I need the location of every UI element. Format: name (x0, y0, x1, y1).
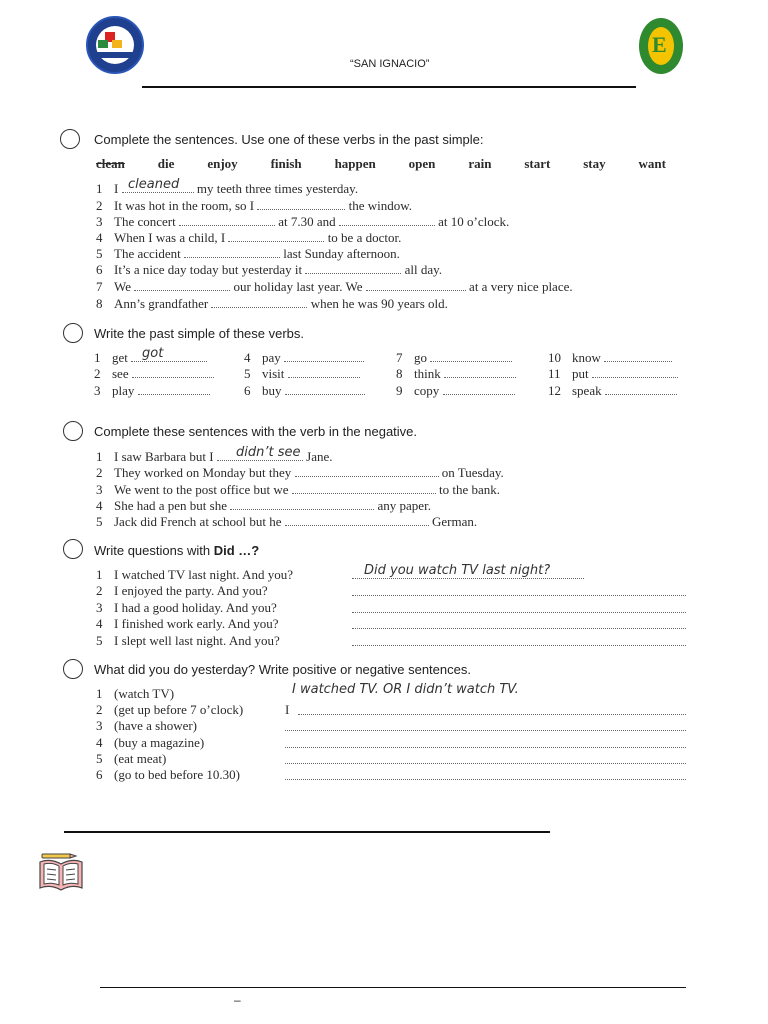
exercise-2-checkbox[interactable] (63, 323, 83, 343)
ex5-item: 4 (buy a magazine) (96, 735, 205, 750)
answer-blank[interactable] (285, 753, 686, 764)
ex2-item: 4 pay (244, 350, 364, 366)
exercise-1-checkbox[interactable] (60, 129, 80, 149)
exercise-4-title: Write questions with Did …? (94, 543, 260, 558)
answer-blank[interactable] (604, 351, 672, 362)
bottom-rule (100, 987, 686, 988)
answer-blank[interactable] (138, 384, 210, 395)
answer-blank[interactable] (352, 635, 686, 646)
answer-blank[interactable] (298, 704, 686, 715)
answer-blank[interactable] (285, 515, 429, 526)
answer-blank[interactable] (339, 215, 435, 226)
ex1-sentence-3: 3 The concert at 7.30 and at 10 o’clock. (96, 214, 510, 229)
answer-blank[interactable] (211, 297, 307, 308)
ex1-sentence-7: 7 We our holiday last year. We at a very nice place. (96, 279, 573, 294)
verb-word: open (408, 156, 436, 171)
answer-blank[interactable] (288, 367, 360, 378)
ex3-example-answer: didn’t see (236, 445, 301, 460)
ex4-example-answer: Did you watch TV last night? (364, 563, 551, 578)
ex1-sentence-8: 8 Ann’s grandfather when he was 90 years old. (96, 296, 448, 311)
answer-blank[interactable] (132, 367, 214, 378)
answer-blank[interactable] (605, 384, 677, 395)
ex2-item: 8 think (396, 366, 516, 382)
ex3-sentence-4: 4 She had a pen but she any paper. (96, 498, 431, 513)
verb-list (96, 156, 666, 172)
ex2-item: 10 know (548, 350, 672, 366)
exercise-2-title: Write the past simple of these verbs. (94, 326, 305, 341)
exercise-3-title: Complete these sentences with the verb in the negative. (94, 424, 418, 439)
ex5-item: 3 (have a shower) (96, 718, 198, 733)
ex1-sentence-6: 6 It’s a nice day today but yesterday it all day. (96, 262, 443, 277)
ex1-example-answer: cleaned (128, 177, 180, 192)
ex2-item: 3 play (94, 383, 210, 399)
ex2-example-answer: got (142, 346, 164, 361)
ex1-sentence-2: 2 It was hot in the room, so I the window. (96, 198, 413, 213)
verb-word: enjoy (207, 156, 238, 171)
ex4-sentence: 5 I slept well last night. And you? (96, 633, 280, 648)
answer-blank[interactable] (292, 483, 436, 494)
exercise-5-title: What did you do yesterday? Write positive or negative sentences. (94, 662, 471, 677)
answer-blank[interactable] (285, 384, 365, 395)
ex3-sentence-1: 1 I saw Barbara but I Jane. (96, 449, 333, 464)
ex4-sentence: 1 I watched TV last night. And you? (96, 567, 293, 582)
footer-dash: – (234, 993, 241, 1007)
exercise-4-checkbox[interactable] (63, 539, 83, 559)
school-name: “SAN IGNACIO” (350, 58, 430, 70)
open-book-pencil-icon (38, 852, 84, 892)
answer-blank[interactable] (443, 384, 515, 395)
answer-blank[interactable] (184, 247, 280, 258)
ex4-sentence: 2 I enjoyed the party. And you? (96, 583, 268, 598)
ex4-sentence: 4 I finished work early. And you? (96, 616, 279, 631)
answer-blank[interactable] (230, 499, 374, 510)
ex2-item: 9 copy (396, 383, 515, 399)
answer-blank[interactable] (352, 568, 584, 579)
ex3-sentence-3: 3 We went to the post office but we to the bank. (96, 482, 501, 497)
gear-emblem-icon: E (639, 18, 683, 74)
ex5-item: 1 (watch TV) (96, 686, 175, 701)
ex3-sentence-2: 2 They worked on Monday but they on Tuesday. (96, 465, 504, 480)
verb-word: start (524, 156, 551, 171)
ex5-item: 6 (go to bed before 10.30) (96, 767, 240, 782)
ex1-sentence-4: 4 When I was a child, I to be a doctor. (96, 230, 402, 245)
ex5-line-start: I (285, 702, 290, 717)
answer-blank[interactable] (305, 263, 401, 274)
ex4-sentence: 3 I had a good holiday. And you? (96, 600, 277, 615)
verb-word: want (638, 156, 666, 171)
ex2-item: 2 see (94, 366, 214, 382)
exercise-5-checkbox[interactable] (63, 659, 83, 679)
footer-divider (64, 831, 550, 833)
ex2-item: 1 get (94, 350, 207, 366)
answer-blank[interactable] (366, 280, 466, 291)
answer-blank[interactable] (295, 466, 439, 477)
answer-blank[interactable] (228, 231, 324, 242)
answer-blank[interactable] (430, 351, 512, 362)
exercise-1-title: Complete the sentences. Use one of these verbs in the past simple: (94, 132, 484, 147)
answer-blank[interactable] (134, 280, 230, 291)
answer-blank[interactable] (285, 769, 686, 780)
answer-blank[interactable] (285, 720, 686, 731)
answer-blank[interactable] (352, 618, 686, 629)
verb-word: clean (96, 156, 125, 171)
answer-blank[interactable] (257, 199, 345, 210)
verb-word: happen (334, 156, 376, 171)
verb-word: stay (583, 156, 606, 171)
regional-education-seal-icon (86, 16, 144, 74)
header-divider (142, 86, 636, 88)
ex5-item: 2 (get up before 7 o’clock) (96, 702, 244, 717)
answer-blank[interactable] (179, 215, 275, 226)
answer-blank[interactable] (592, 367, 678, 378)
answer-blank[interactable] (352, 585, 686, 596)
ex2-item: 6 buy (244, 383, 365, 399)
answer-blank[interactable] (444, 367, 516, 378)
ex1-sentence-1: 1 I my teeth three times yesterday. (96, 181, 359, 196)
answer-blank[interactable] (352, 602, 686, 613)
verb-word: finish (270, 156, 302, 171)
ex1-sentence-5: 5 The accident last Sunday afternoon. (96, 246, 400, 261)
verb-word: rain (468, 156, 492, 171)
ex2-item: 7 go (396, 350, 512, 366)
ex5-example-answer: I watched TV. OR I didn’t watch TV. (292, 682, 519, 697)
answer-blank[interactable] (285, 737, 686, 748)
ex2-item: 11 put (548, 366, 678, 382)
exercise-3-checkbox[interactable] (63, 421, 83, 441)
verb-word: die (157, 156, 175, 171)
ex2-item: 12 speak (548, 383, 677, 399)
answer-blank[interactable] (284, 351, 364, 362)
ex2-item: 5 visit (244, 366, 360, 382)
ex3-sentence-5: 5 Jack did French at school but he German. (96, 514, 478, 529)
ex5-item: 5 (eat meat) (96, 751, 167, 766)
